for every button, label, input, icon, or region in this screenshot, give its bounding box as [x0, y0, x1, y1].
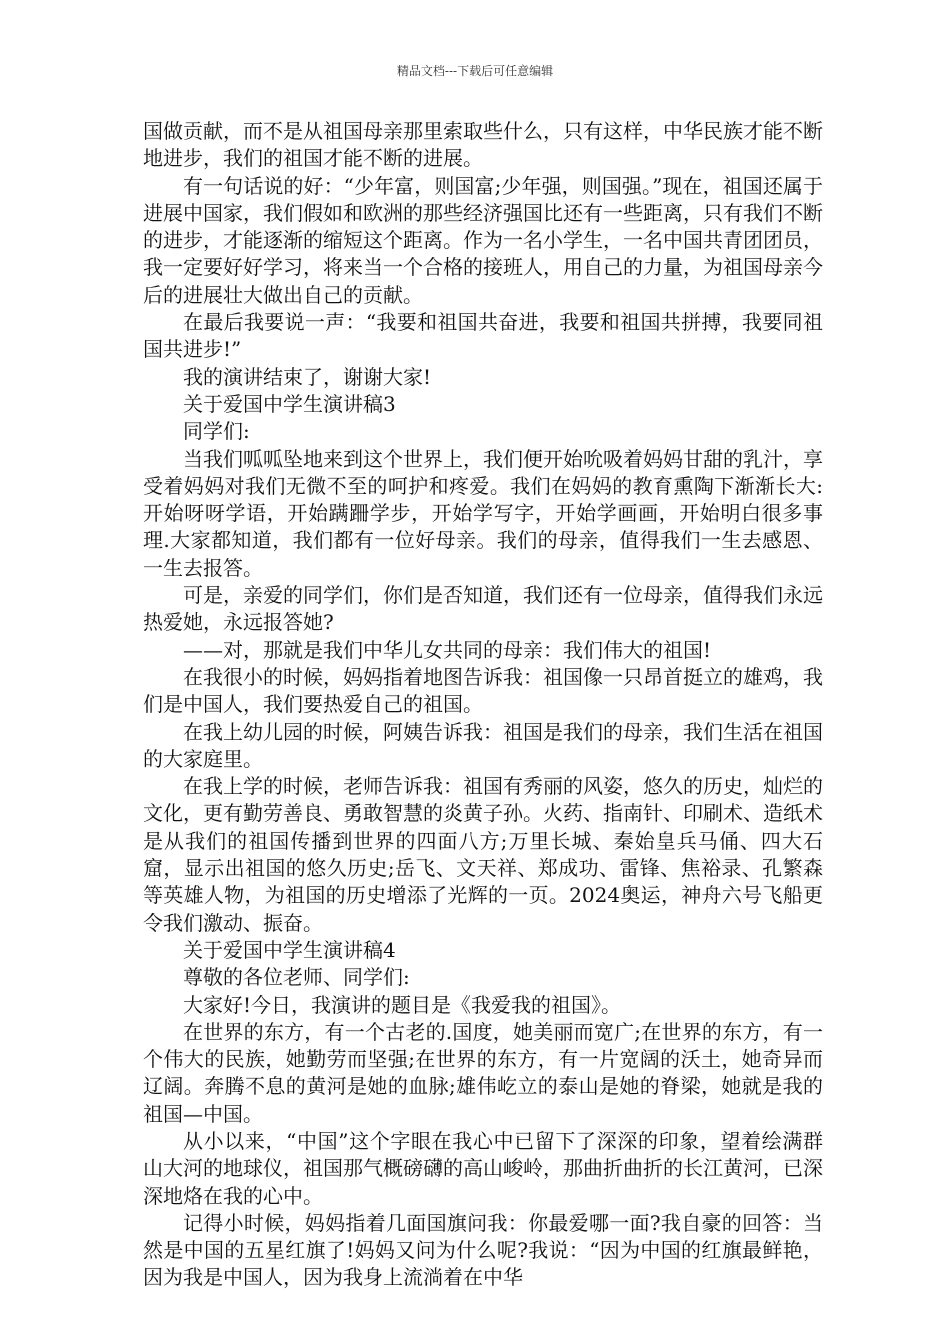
paragraph: 在世界的东方，有一个古老的.国度，她美丽而宽广;在世界的东方，有一个伟大的民族，她勤劳而坚强;在世界的东方，有一片宽阔的沃土，她奇异而辽阔。奔腾不息的黄河是她的血脉;雄伟屹立的泰山是她的脊梁，她就是我的祖国—中国。 — [143, 1019, 823, 1126]
paragraph: 在最后我要说一声：“我要和祖国共奋进，我要和祖国共拼搏，我要同祖国共进步!” — [143, 310, 823, 362]
paragraph: 大家好!今日，我演讲的题目是《我爱我的祖国》。 — [183, 992, 622, 1017]
paragraph: 当我们呱呱坠地来到这个世界上，我们便开始吮吸着妈妈甘甜的乳汁，享受着妈妈对我们无微不至的呵护和疼爱。我们在妈妈的教育熏陶下渐渐长大:开始呀呀学语，开始蹒跚学步，开始学写字，开始学画画，开始明白很多事理.大家都知道，我们都有一位好母亲。我们的母亲，值得我们一生去感恩、一生去报答。 — [143, 446, 823, 580]
section-heading: 关于爱国中学生演讲稿4 — [183, 937, 396, 962]
paragraph: 记得小时候，妈妈指着几面国旗问我：你最爱哪一面?我自豪的回答：当然是中国的五星红旗了!妈妈又问为什么呢?我说：“因为中国的红旗最鲜艳，因为我是中国人，因为我身上流淌着在中华 — [143, 1210, 823, 1290]
paragraph: 在我上学的时候，老师告诉我：祖国有秀丽的风姿，悠久的历史，灿烂的文化，更有勤劳善良、勇敢智慧的炎黄子孙。火药、指南针、印刷术、造纸术是从我们的祖国传播到世界的四面八方;万里长城、秦始皇兵马俑、四大石窟，显示出祖国的悠久历史;岳飞、文天祥、郑成功、雷锋、焦裕录、孔繁森等英雄人物，为祖国的历史增添了光辉的一页。2024奥运，神舟六号飞船更令我们激动、振奋。 — [143, 774, 823, 935]
paragraph: 我的演讲结束了，谢谢大家! — [183, 364, 432, 389]
paragraph: 可是，亲爱的同学们，你们是否知道，我们还有一位母亲，值得我们永远热爱她，永远报答她? — [143, 583, 823, 635]
paragraph: 有一句话说的好：“少年富，则国富;少年强，则国强。”现在，祖国还属于进展中国家，我们假如和欧洲的那些经济强国比还有一些距离，只有我们不断的进步，才能逐渐的缩短这个距离。作为一名小学生，一名中国共青团团员，我一定要好好学习，将来当一个合格的接班人，用自己的力量，为祖国母亲今后的进展壮大做出自己的贡献。 — [143, 173, 823, 307]
paragraph: 在我上幼儿园的时候，阿姨告诉我：祖国是我们的母亲，我们生活在祖国的大家庭里。 — [143, 719, 823, 771]
paragraph: 从小以来，“中国”这个字眼在我心中已留下了深深的印象，望着绘满群山大河的地球仪，祖国那气概磅礴的高山峻岭，那曲折曲折的长江黄河，已深深地烙在我的心中。 — [143, 1128, 823, 1208]
salutation: 同学们: — [183, 419, 250, 444]
document-body — [143, 118, 823, 1292]
paragraph: ——对，那就是我们中华儿女共同的母亲：我们伟大的祖国! — [183, 637, 712, 662]
page-header: 精品文档---下载后可任意编辑 — [396, 64, 554, 78]
salutation: 尊敬的各位老师、同学们: — [183, 965, 410, 990]
paragraph: 在我很小的时候，妈妈指着地图告诉我：祖国像一只昂首挺立的雄鸡，我们是中国人，我们要热爱自己的祖国。 — [143, 664, 823, 717]
paragraph: 国做贡献，而不是从祖国母亲那里索取些什么，只有这样，中华民族才能不断地进步，我们的祖国才能不断的进展。 — [143, 119, 823, 171]
section-heading: 关于爱国中学生演讲稿3 — [183, 391, 396, 416]
